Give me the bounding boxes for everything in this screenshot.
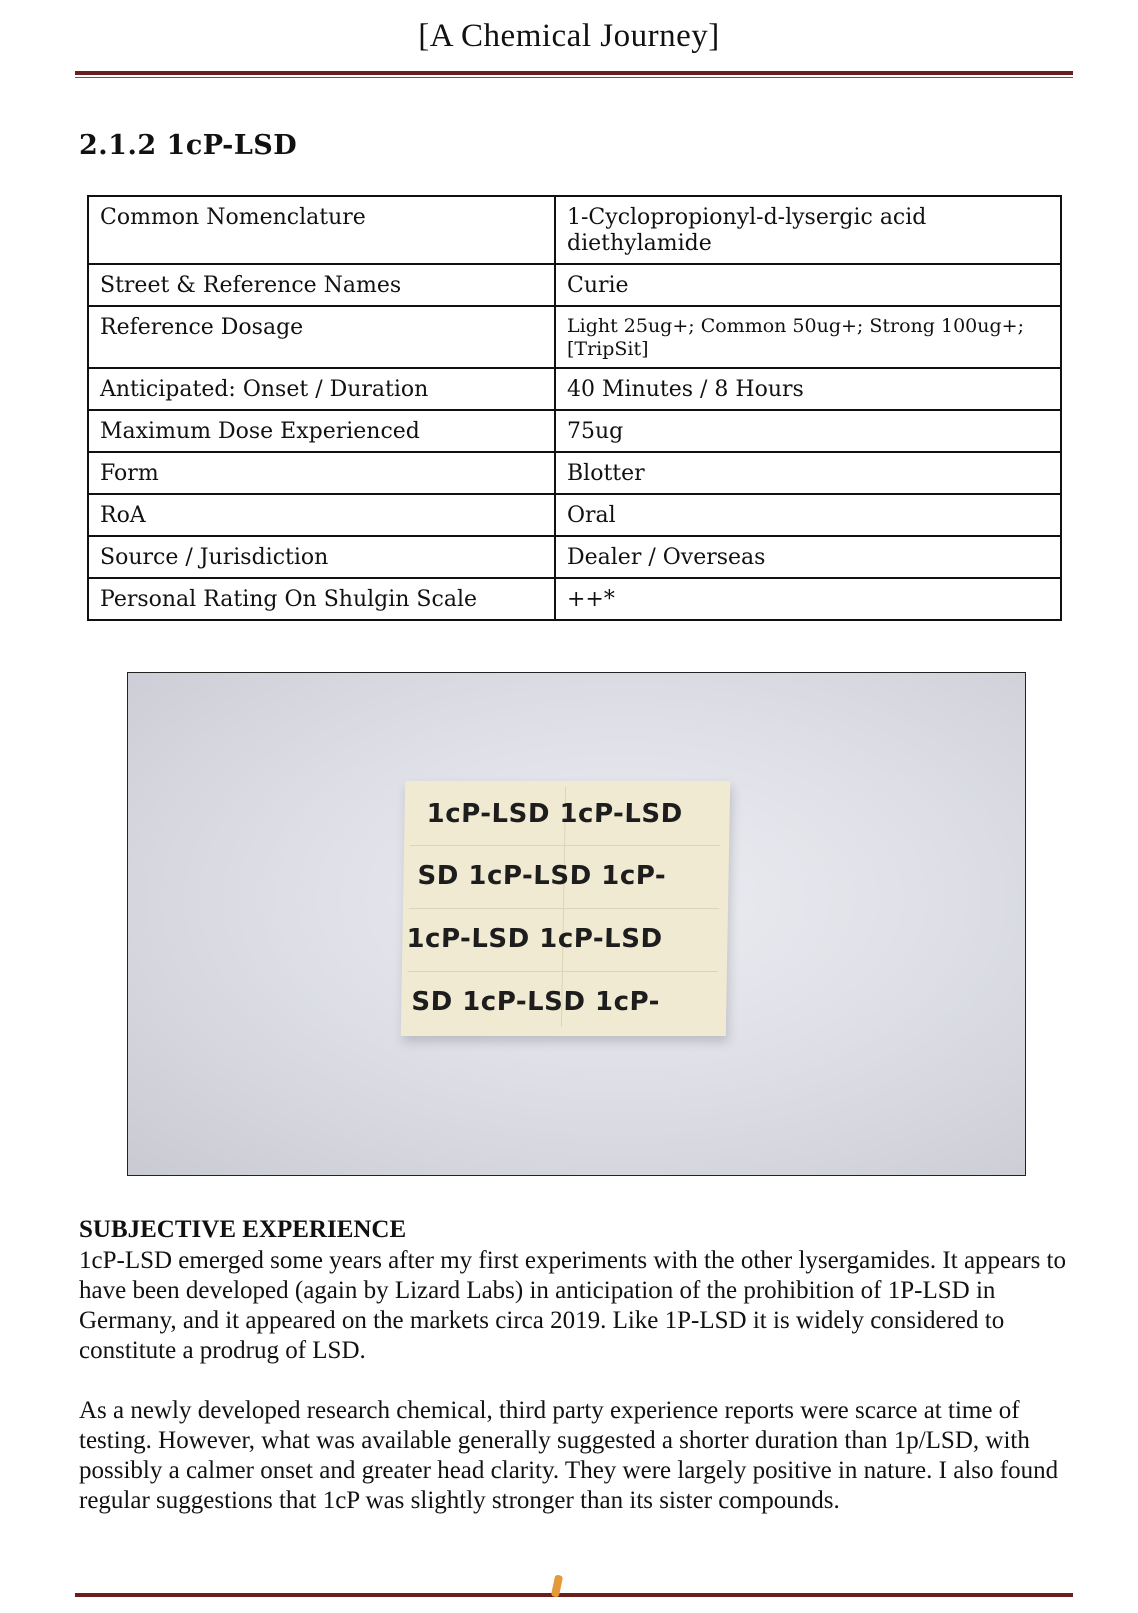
header-rule-thin (75, 77, 1073, 78)
row-label: Anticipated: Onset / Duration (88, 368, 555, 410)
row-value: ++* (555, 578, 1061, 620)
row-value: 40 Minutes / 8 Hours (555, 368, 1061, 410)
table-row (88, 578, 1061, 620)
blotter-print-line: 1cP-LSD 1cP-LSD (426, 799, 684, 829)
blotter-print-line: SD 1cP-LSD 1cP- (411, 987, 661, 1017)
row-value: Light 25ug+; Common 50ug+; Strong 100ug+; [TripSit] (555, 306, 1061, 368)
header-rule (75, 71, 1073, 75)
row-label: Form (88, 452, 555, 494)
page-header-title: [A Chemical Journey] (418, 18, 720, 54)
row-value: Curie (555, 264, 1061, 306)
section-heading: 2.1.2 1cP-LSD (79, 130, 298, 161)
row-value: 75ug (555, 410, 1061, 452)
table-row (88, 196, 1061, 264)
footer-rule (75, 1593, 1073, 1597)
table-row (88, 494, 1061, 536)
blotter-print-line: SD 1cP-LSD 1cP- (417, 861, 667, 891)
table-row (88, 536, 1061, 578)
blotter-paper (401, 781, 730, 1036)
perforation-horizontal (409, 908, 719, 909)
row-label: Reference Dosage (88, 306, 555, 368)
row-label: Personal Rating On Shulgin Scale (88, 578, 555, 620)
subjective-paragraph-1: 1cP-LSD emerged some years after my first experiments with the other lysergamides. It appears to have been developed (again by Lizard Labs) in anticipation of the prohibition of 1P-LSD in Germany, and it appeared on the markets circa 2019. Like 1P-LSD it is widely considered to constitute a prodrug of LSD. (79, 1247, 1066, 1364)
row-value: Dealer / Overseas (555, 536, 1061, 578)
table-row (88, 306, 1061, 368)
row-label: Common Nomenclature (88, 196, 555, 264)
table-row (88, 264, 1061, 306)
row-label: Street & Reference Names (88, 264, 555, 306)
row-label: Source / Jurisdiction (88, 536, 555, 578)
row-value: 1-Cyclopropionyl-d-lysergic acid diethylamide (555, 196, 1061, 264)
subjective-paragraph-2: As a newly developed research chemical, third party experience reports were scarce at time of testing. However, what was available generally suggested a shorter duration than 1p/LSD, with possibly a calmer onset and greater head clarity. They were largely positive in nature. I also found regular suggestions that 1cP was slightly stronger than its sister compounds. (79, 1397, 1059, 1514)
row-label: RoA (88, 494, 555, 536)
table-row (88, 368, 1061, 410)
table-row (88, 410, 1061, 452)
subjective-heading: SUBJECTIVE EXPERIENCE (79, 1216, 407, 1243)
perforation-horizontal (408, 971, 718, 972)
blotter-print-line: 1cP-LSD 1cP-LSD (406, 924, 663, 954)
row-value: Oral (555, 494, 1061, 536)
table-row (88, 452, 1061, 494)
perforation-horizontal (410, 845, 720, 846)
info-table (87, 195, 1062, 621)
row-value: Blotter (555, 452, 1061, 494)
row-label: Maximum Dose Experienced (88, 410, 555, 452)
blotter-photo (127, 672, 1026, 1176)
